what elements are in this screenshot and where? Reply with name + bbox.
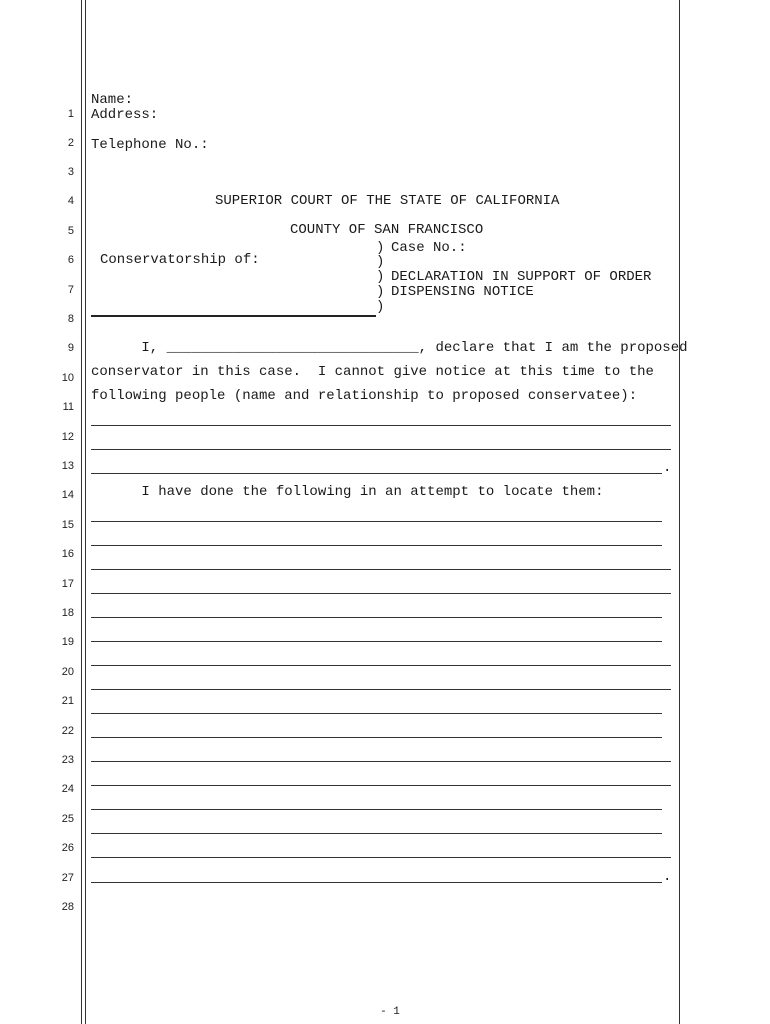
- period: .: [663, 869, 672, 885]
- line-number: 20: [61, 666, 74, 678]
- case-number-label: Case No.:: [391, 240, 467, 256]
- document-title-line1: DECLARATION IN SUPPORT OF ORDER: [391, 269, 652, 285]
- line-number: 16: [61, 548, 74, 560]
- blank-line: [91, 473, 662, 474]
- line-number: 1: [67, 108, 74, 120]
- blank-line: [91, 761, 671, 762]
- name-label: Name:: [91, 92, 134, 108]
- document-title-line2: DISPENSING NOTICE: [391, 284, 534, 300]
- line-number: 27: [61, 872, 74, 884]
- page-number: - 1: [380, 1006, 400, 1018]
- court-title: SUPERIOR COURT OF THE STATE OF CALIFORNIA: [215, 193, 560, 209]
- declaration-para1-line2: conservator in this case. I cannot give notice at this time to the: [91, 364, 654, 380]
- line-number: 6: [67, 254, 74, 266]
- line-number: 23: [61, 754, 74, 766]
- blank-line: [91, 665, 671, 666]
- caption-paren: ): [376, 240, 385, 256]
- line-number: 18: [61, 607, 74, 619]
- caption-underline: [91, 315, 376, 317]
- line-number: 21: [61, 695, 74, 707]
- period: .: [663, 460, 672, 476]
- caption-paren: ): [376, 299, 385, 315]
- line-number: 4: [67, 195, 74, 207]
- declaration-para1-line1: I, ______________________________, declare that I am the proposed: [91, 340, 688, 356]
- line-number: 15: [61, 519, 74, 531]
- line-number: 17: [61, 578, 74, 590]
- telephone-label: Telephone No.:: [91, 137, 209, 153]
- line-number: 2: [67, 137, 74, 149]
- blank-line: [91, 809, 662, 810]
- blank-line: [91, 882, 662, 883]
- line-number: 19: [61, 636, 74, 648]
- county-title: COUNTY OF SAN FRANCISCO: [290, 222, 484, 238]
- blank-line: [91, 785, 671, 786]
- blank-line: [91, 737, 662, 738]
- line-number: 14: [61, 489, 74, 501]
- blank-line: [91, 641, 662, 642]
- line-number: 10: [61, 372, 74, 384]
- line-number: 12: [61, 431, 74, 443]
- line-number: 28: [61, 901, 74, 913]
- blank-line: [91, 545, 662, 546]
- blank-line: [91, 689, 671, 690]
- blank-line: [91, 857, 671, 858]
- line-number: 13: [61, 460, 74, 472]
- blank-line: [91, 569, 671, 570]
- line-number: 5: [67, 225, 74, 237]
- declaration-para2-line1: I have done the following in an attempt to locate them:: [91, 484, 604, 500]
- declaration-para1-line3: following people (name and relationship to proposed conservatee):: [91, 388, 638, 404]
- line-number: 9: [67, 342, 74, 354]
- blank-line: [91, 713, 662, 714]
- left-margin-rule-inner: [85, 0, 86, 1024]
- blank-line: [91, 425, 671, 426]
- caption-paren: ): [376, 284, 385, 300]
- blank-line: [91, 521, 662, 522]
- conservatorship-label: Conservatorship of:: [100, 252, 260, 268]
- blank-line: [91, 617, 662, 618]
- right-margin-rule: [679, 0, 680, 1024]
- line-number: 8: [67, 313, 74, 325]
- line-number: 3: [67, 166, 74, 178]
- address-label: Address:: [91, 107, 159, 123]
- line-number: 11: [62, 401, 74, 413]
- blank-line: [91, 449, 671, 450]
- blank-line: [91, 833, 662, 834]
- line-number: 24: [61, 783, 74, 795]
- caption-paren: ): [376, 269, 385, 285]
- line-number: 26: [61, 842, 74, 854]
- left-margin-rule-outer: [81, 0, 82, 1024]
- blank-line: [91, 593, 671, 594]
- line-number: 25: [61, 813, 74, 825]
- line-number: 22: [61, 725, 74, 737]
- line-number: 7: [67, 284, 74, 296]
- caption-paren: ): [376, 254, 385, 270]
